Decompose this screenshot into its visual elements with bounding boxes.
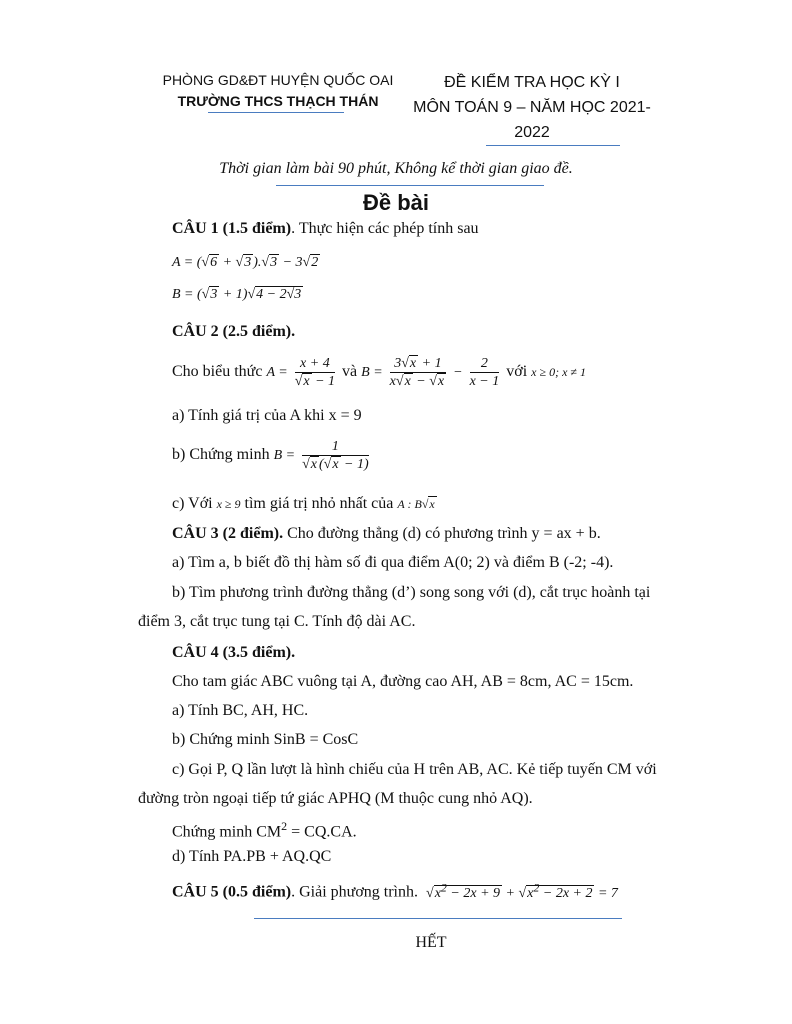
school-name: TRƯỜNG THCS THẠCH THÁN bbox=[177, 93, 379, 109]
q3-part-a: a) Tìm a, b biết đồ thị hàm số đi qua điểm A(0; 2) và điểm B (-2; -4). bbox=[172, 554, 614, 571]
q2-heading: CÂU 2 (2.5 điểm). bbox=[172, 323, 296, 340]
q4-part-c-line2: đường tròn ngoại tiếp tứ giác APHQ (M thuộc cung nhỏ AQ). bbox=[138, 790, 533, 807]
fraction-b2: $\frac{2}{x - 1}$ bbox=[469, 356, 500, 389]
q2-part-a: a) Tính giá trị của A khi x = 9 bbox=[172, 407, 362, 424]
header-right-underline bbox=[486, 145, 620, 146]
footer-end-mark: HẾT bbox=[415, 934, 447, 951]
q4-part-d: d) Tính PA.PB + AQ.QC bbox=[172, 848, 332, 865]
q1-heading: CÂU 1 (1.5 điểm). Thực hiện các phép tính sau bbox=[172, 220, 479, 237]
time-note-underline bbox=[276, 185, 544, 186]
time-note: Thời gian làm bài 90 phút, Không kể thời gian giao đề. bbox=[219, 160, 573, 177]
q2-part-c: c) Với x ≥ 9 tìm giá trị nhỏ nhất của A : B√x bbox=[172, 495, 435, 512]
fraction-b1: $\frac{3√x + 1}{x√x - √x}$ bbox=[389, 356, 445, 389]
q4-part-a: a) Tính BC, AH, HC. bbox=[172, 702, 309, 719]
fraction-proof: $\frac{1}{√x (√x - 1)}$ bbox=[302, 439, 369, 472]
subject-year: MÔN TOÁN 9 – NĂM HỌC 2021-2022 bbox=[413, 99, 651, 141]
q4-part-c-line3: Chứng minh $CM^2 = CQ.CA$. bbox=[172, 819, 357, 841]
q1-expr-b: B = (√3 + 1)√4 − 2√3 bbox=[172, 287, 302, 302]
q3-part-b-line2: điểm 3, cắt trục tung tại C. Tính độ dài AC. bbox=[138, 613, 416, 630]
footer-divider bbox=[254, 918, 622, 919]
q1-expr-a: A = (√6 + √3 ).√3 − 3√2 bbox=[172, 255, 319, 270]
header-right bbox=[412, 70, 652, 145]
department-name: PHÒNG GD&ĐT HUYỆN QUỐC OAI bbox=[162, 72, 394, 88]
q3-heading: CÂU 3 (2 điểm). Cho đường thẳng (d) có phương trình y = ax + b. bbox=[172, 525, 601, 542]
q4-heading: CÂU 4 (3.5 điểm). bbox=[172, 644, 296, 661]
page-title: Đề bài bbox=[362, 190, 430, 215]
q5-heading: CÂU 5 (0.5 điểm). Giải phương trình. $√x^2 - 2x + 9 + √x^2 - 2x + 2 = 7$ bbox=[172, 880, 618, 901]
school-underline bbox=[208, 112, 344, 113]
header-left bbox=[140, 70, 416, 112]
q2-expressions: Cho biểu thức A = $\frac{x + 4}{√x - 1}$ và B = $\frac{3√x + 1}{x√x - √x}$ − $\frac{2}{x - 1}$ với x ≥ 0; x ≠ 1 bbox=[172, 356, 586, 389]
exam-title: ĐỀ KIỂM TRA HỌC KỲ I bbox=[444, 74, 620, 91]
q4-part-b: b) Chứng minh SinB = CosC bbox=[172, 731, 359, 748]
q2-part-b: b) Chứng minh B = $\frac{1}{√x (√x - 1)}$ bbox=[172, 439, 369, 472]
q4-intro: Cho tam giác ABC vuông tại A, đường cao AH, AB = 8cm, AC = 15cm. bbox=[172, 673, 634, 690]
q3-part-b-line1: b) Tìm phương trình đường thẳng (d’) song song với (d), cắt trục hoành tại bbox=[172, 584, 651, 601]
fraction-a: $\frac{x + 4}{√x - 1}$ bbox=[294, 356, 336, 389]
q4-part-c-line1: c) Gọi P, Q lần lượt là hình chiếu của H trên AB, AC. Kẻ tiếp tuyến CM với bbox=[172, 761, 657, 778]
